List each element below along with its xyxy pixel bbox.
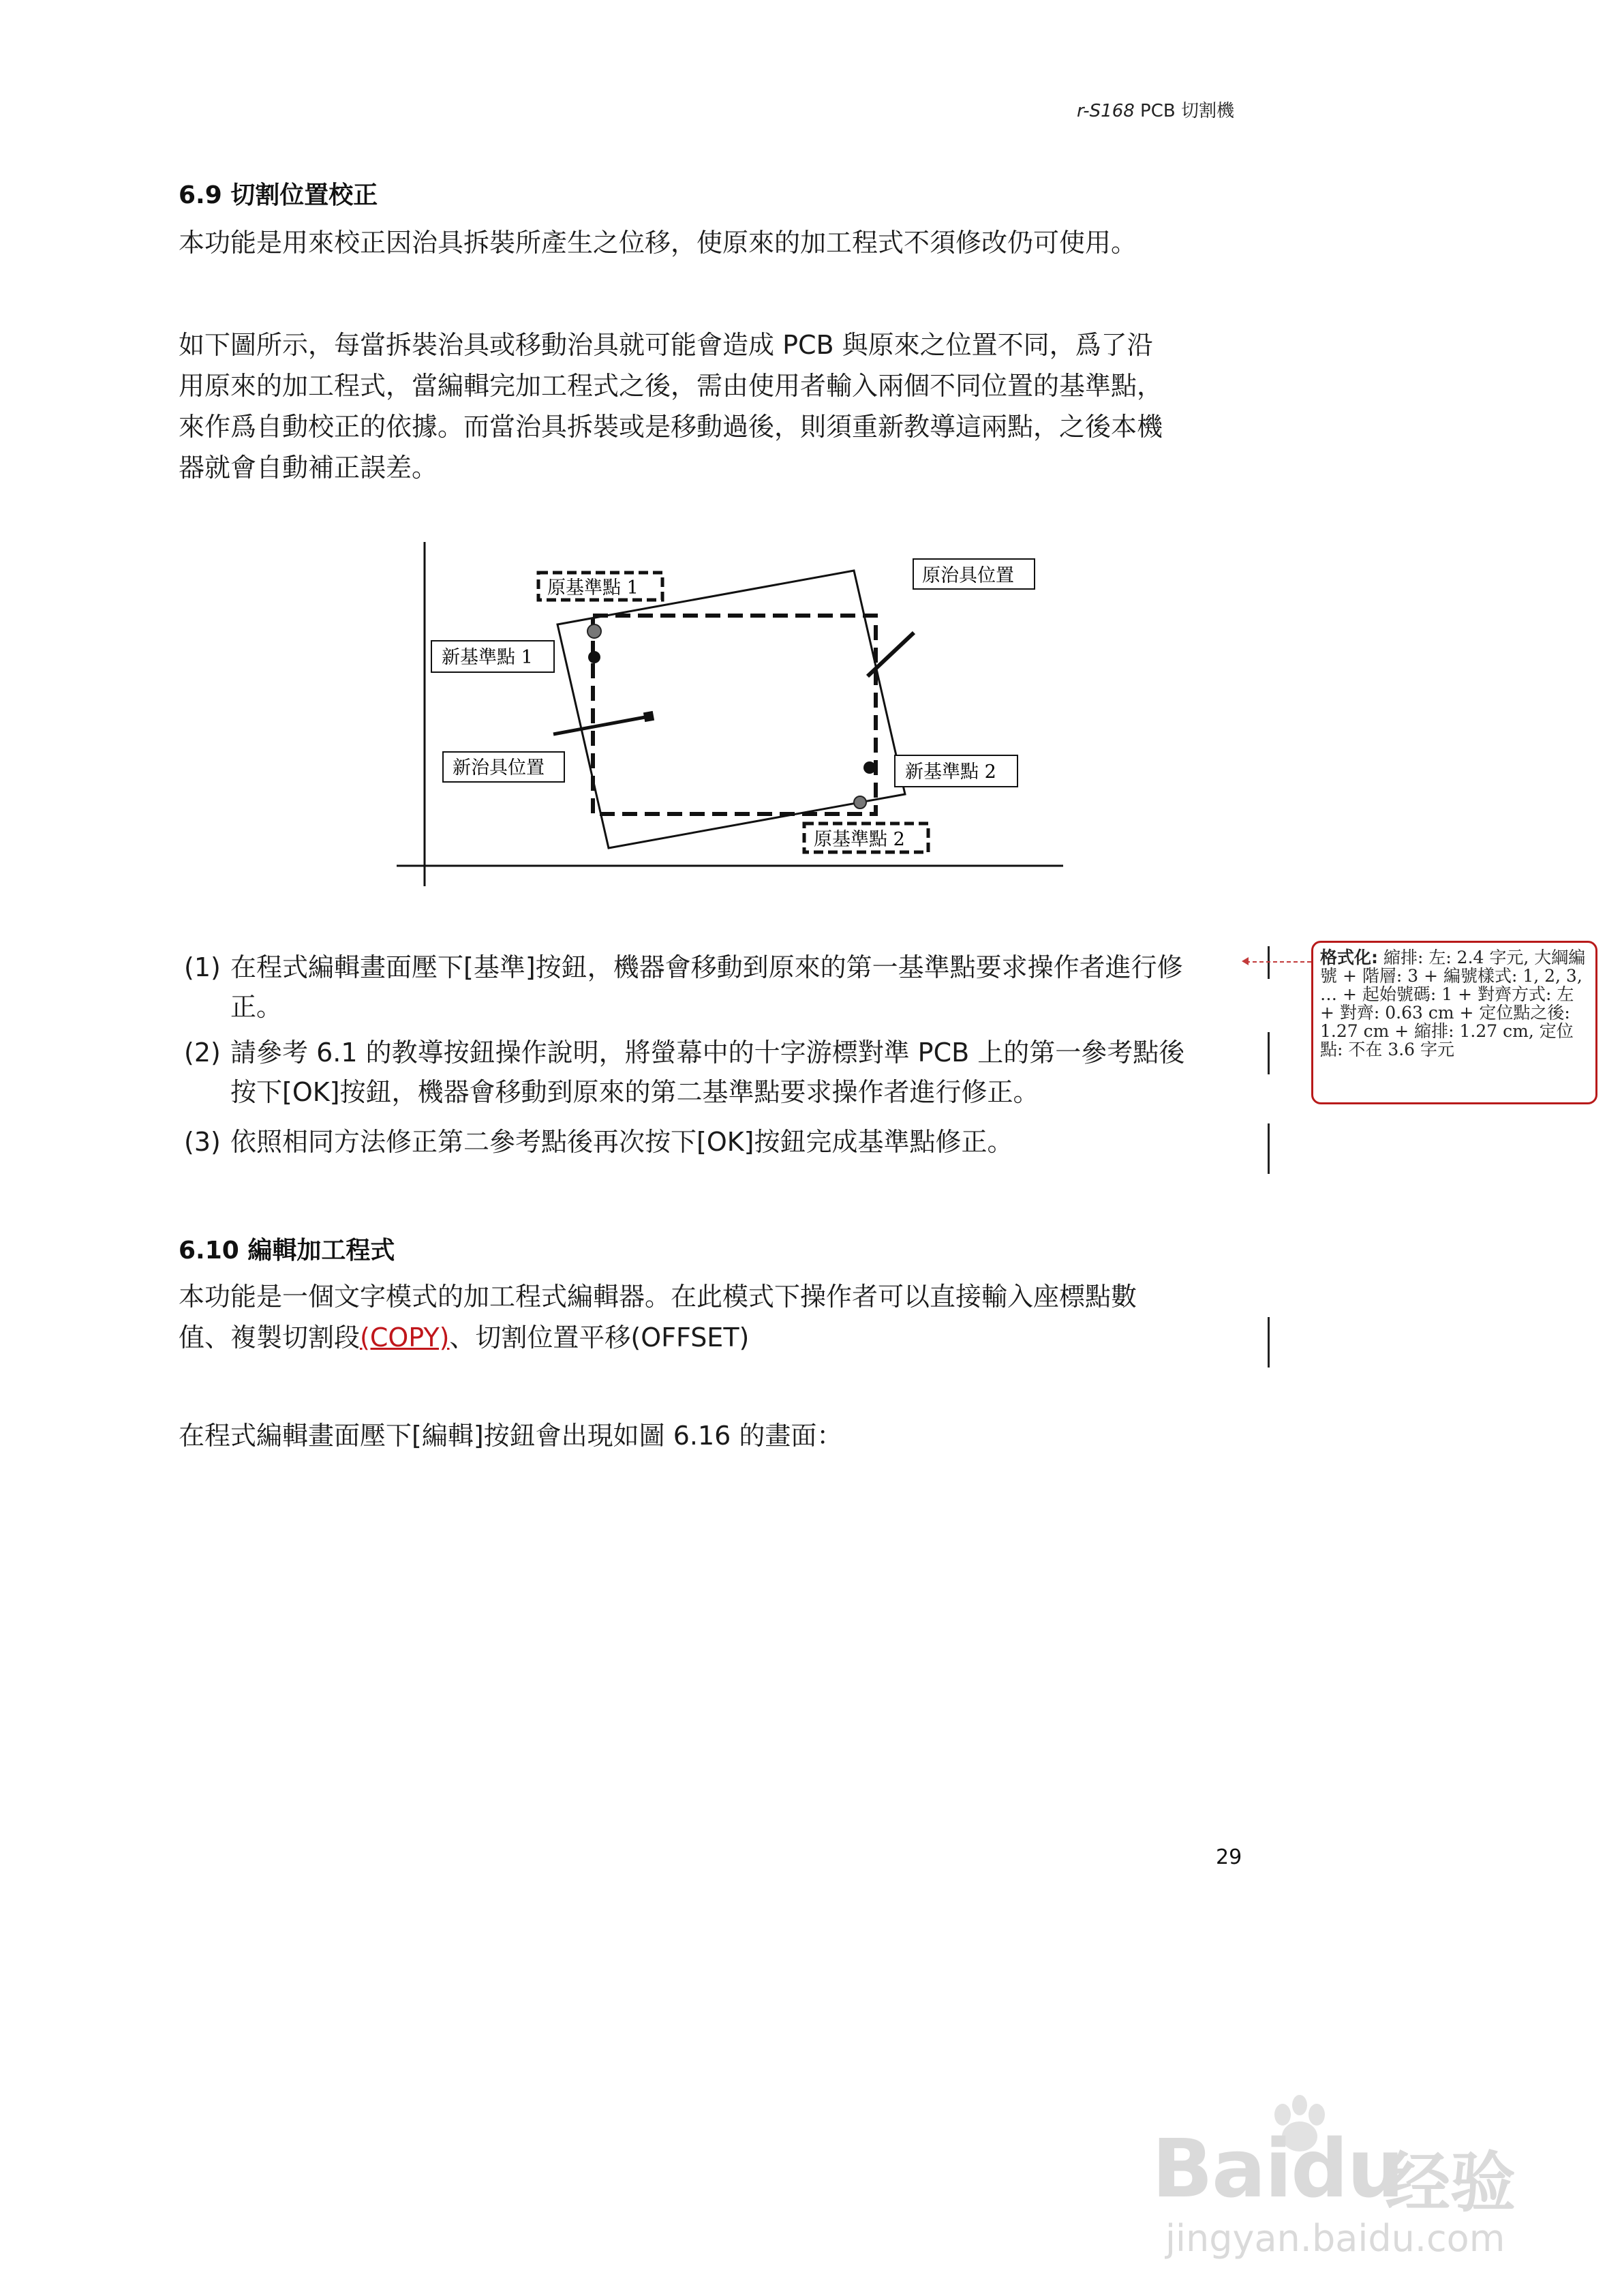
comment-connector-arrow [1242, 957, 1249, 965]
watermark-url: jingyan.baidu.com [1165, 2217, 1505, 2260]
section-6-10-title: 6.10 編輯加工程式 [179, 1237, 395, 1265]
label-orig-ref-2 [804, 824, 928, 852]
paragraph-line: 本功能是一個文字模式的加工程式編輯器。在此模式下操作者可以直接輸入座標點數 [179, 1282, 1137, 1312]
new-fixture-leader [553, 716, 649, 734]
step-item [184, 1122, 1343, 1163]
comment-text: 縮排: 左: 2.4 字元, 大綱編號 + 階層: 3 + 編號樣式: 1, 2, 3, … + 起始號碼: 1 + 對齊方式: 左 + 對齊: 0.63 cm + 定位點之後: 1.27 cm + 縮排: 1.27 cm, 定位點: 不在 3.6 字元 [1320, 948, 1586, 1059]
paragraph-line: 如下圖所示，每當拆裝治具或移動治具就可能會造成 PCB 與原來之位置不同，爲了沿 [179, 330, 1153, 360]
section-6-9-intro: 本功能是用來校正因治具拆裝所產生之位移，使原來的加工程式不須修改仍可使用。 [179, 228, 1137, 258]
label-orig-fixture [913, 559, 1035, 589]
watermark-brand-2: du [1291, 2121, 1403, 2216]
paragraph-text: 、切割位置平移(OFFSET) [449, 1323, 750, 1353]
header-product: PCB 切割機 [1134, 101, 1234, 121]
label-new-ref-2 [895, 755, 1017, 787]
baidu-jingyan-watermark [1152, 2094, 1533, 2271]
fixture-calibration-diagram [382, 532, 1090, 893]
watermark-jingyan: 经验 [1385, 2145, 1516, 2221]
header-model: r-S168 [1077, 101, 1135, 121]
paragraph-line [179, 1317, 1269, 1358]
new-ref-point-1-marker [588, 651, 600, 663]
change-bar [1268, 1123, 1270, 1174]
label-new-ref-1 [431, 641, 554, 672]
step-number: (3) [184, 1127, 221, 1157]
step-text: 正。 [230, 992, 283, 1022]
step-text: 請參考 6.1 的教導按鈕操作說明，將螢幕中的十字游標對準 PCB 上的第一參考點後 [230, 1038, 1185, 1068]
copy-tracked-change[interactable]: (COPY) [360, 1323, 450, 1353]
running-header [1077, 97, 1234, 122]
original-fixture-outline [593, 616, 876, 814]
orig-ref-point-1-marker [587, 624, 601, 638]
paragraph-line: 用原來的加工程式，當編輯完加工程式之後，需由使用者輸入兩個不同位置的基準點， [179, 371, 1163, 401]
svg-text:原治具位置: 原治具位置 [922, 565, 1014, 586]
svg-text:新基準點 1: 新基準點 1 [442, 647, 533, 668]
new-ref-point-2-marker [863, 761, 876, 774]
format-comment-balloon[interactable] [1311, 941, 1597, 1104]
label-new-fixture [443, 752, 564, 782]
label-orig-ref-1 [538, 573, 662, 600]
paragraph-line: 來作爲自動校正的依據。而當治具拆裝或是移動過後，則須重新教導這兩點，之後本機 [179, 412, 1163, 442]
orig-ref-point-2-marker [854, 796, 866, 809]
step-item [184, 1033, 1343, 1115]
new-fixture-leader-head [643, 711, 654, 722]
step-number: (1) [184, 952, 221, 982]
section-6-10-instruction: 在程式編輯畫面壓下[編輯]按鈕會出現如圖 6.16 的畫面： [179, 1421, 843, 1451]
paragraph-text: 值、複製切割段 [179, 1323, 361, 1353]
step-number: (2) [184, 1038, 221, 1068]
svg-text:原基準點 2: 原基準點 2 [814, 829, 905, 850]
svg-text:新治具位置: 新治具位置 [453, 757, 545, 779]
change-bar [1268, 1032, 1270, 1074]
watermark-brand: Bai [1152, 2121, 1291, 2216]
comment-connector [1246, 961, 1311, 963]
svg-text:新基準點 2: 新基準點 2 [905, 761, 996, 783]
page-number: 29 [1216, 1845, 1242, 1869]
change-bar [1268, 946, 1270, 979]
step-item [184, 948, 1343, 1029]
paragraph-line: 器就會自動補正誤差。 [179, 453, 438, 483]
step-text: 依照相同方法修正第二參考點後再次按下[OK]按鈕完成基準點修正。 [230, 1127, 1013, 1157]
section-6-9-title: 6.9 切割位置校正 [179, 181, 378, 209]
comment-label: 格式化: [1320, 948, 1378, 967]
new-fixture-outline [557, 571, 905, 848]
step-text: 按下[OK]按鈕，機器會移動到原來的第二基準點要求操作者進行修正。 [230, 1077, 1039, 1107]
section-6-10-paragraph [179, 1276, 1269, 1358]
section-6-9-paragraph [179, 324, 1269, 488]
step-text: 在程式編輯畫面壓下[基準]按鈕，機器會移動到原來的第一基準點要求操作者進行修 [230, 952, 1183, 982]
svg-text:原基準點 1: 原基準點 1 [547, 577, 639, 599]
